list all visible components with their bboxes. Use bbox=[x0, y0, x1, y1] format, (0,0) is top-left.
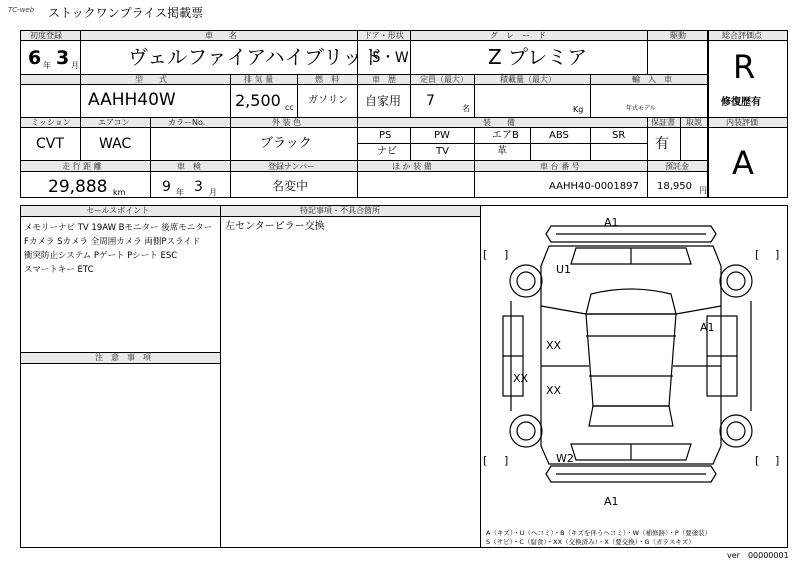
car-name: ヴェルファイアハイブリッド bbox=[128, 45, 383, 69]
equipment-label: 装 備 bbox=[483, 118, 515, 127]
legend-line-2: S（サビ）・C（腐食）・XX（交換済み）・X（要交換）・G（ガラスキズ） bbox=[486, 538, 695, 546]
equip-sr: SR bbox=[612, 130, 626, 141]
paint-label: 外 装 色 bbox=[272, 118, 302, 127]
mark-xx-1: XX bbox=[546, 339, 562, 352]
mark-xx-2: XX bbox=[513, 372, 529, 385]
equip-ps: PS bbox=[379, 130, 392, 141]
inspection-label: 車 検 bbox=[177, 162, 201, 171]
notes-label: 注 意 事 項 bbox=[95, 353, 151, 362]
other-equip-label: ほ か 装 備 bbox=[392, 162, 432, 171]
model-label: 型 式 bbox=[135, 75, 167, 84]
overall-label: 総合評価点 bbox=[722, 31, 762, 40]
bracket-br-open: [ bbox=[755, 454, 760, 467]
page-title: ストックワンプライス掲載票 bbox=[48, 6, 204, 20]
load-unit: Kg bbox=[573, 105, 584, 114]
equip-abs: ABS bbox=[549, 130, 569, 141]
mark-xx-3: XX bbox=[546, 384, 562, 397]
sales-points-label: セールスポイント bbox=[86, 206, 150, 215]
insp-year: 9 bbox=[162, 179, 171, 195]
deposit-label: 預託金 bbox=[665, 162, 689, 171]
paint: ブラック bbox=[260, 136, 312, 151]
displacement: 2,500 bbox=[235, 91, 281, 110]
equip-navi: ナビ bbox=[377, 146, 397, 157]
repair-history: 修復歴有 bbox=[721, 97, 761, 108]
warranty-label: 保証書 bbox=[651, 118, 675, 127]
history-label: 車 歴 bbox=[372, 75, 396, 84]
month-unit: 月 bbox=[71, 61, 79, 70]
insp-month: 3 bbox=[194, 179, 203, 195]
sales-line-4: スマートキー ETC bbox=[24, 265, 94, 275]
yen-unit: 円 bbox=[699, 186, 707, 195]
model: AAHH40W bbox=[88, 90, 176, 110]
mark-right-a1: A1 bbox=[700, 321, 715, 334]
first-reg-label: 初度登録 bbox=[30, 31, 62, 40]
km-unit: km bbox=[113, 188, 126, 197]
capacity-label: 定員（最大） bbox=[420, 75, 468, 84]
interior-label: 内装評価 bbox=[726, 118, 758, 127]
mark-top-a1: A1 bbox=[604, 216, 619, 229]
manual-label: 取説 bbox=[686, 118, 702, 127]
chassis: AAHH40-0001897 bbox=[549, 181, 639, 192]
fuel: ガソリン bbox=[308, 95, 348, 106]
grade: Z プレミア bbox=[488, 45, 588, 69]
year-unit: 年 bbox=[43, 61, 51, 70]
mission-label: ミッション bbox=[31, 118, 71, 127]
car-damage-diagram bbox=[481, 206, 787, 526]
equip-pw: PW bbox=[434, 130, 450, 141]
load-label: 積載量（最大） bbox=[500, 75, 556, 84]
bracket-tr-close: ] bbox=[775, 248, 780, 261]
aircon-label: エアコン bbox=[98, 118, 130, 127]
mileage-label: 走 行 距 離 bbox=[62, 162, 102, 171]
bracket-tr-open: [ bbox=[755, 248, 760, 261]
grade-label: グ レ ー ド bbox=[490, 31, 546, 40]
year-model: 年式モデル bbox=[626, 105, 656, 112]
equip-airbag: エアB bbox=[492, 130, 519, 141]
mark-w2: W2 bbox=[556, 452, 574, 465]
import-label: 輸 入 車 bbox=[632, 75, 672, 84]
bracket-tl-close: ] bbox=[504, 248, 509, 261]
door-form-label: ドア・形状 bbox=[364, 31, 404, 40]
bracket-br-close: ] bbox=[775, 454, 780, 467]
capacity: 7 bbox=[426, 93, 435, 109]
displacement-label: 排 気 量 bbox=[244, 75, 274, 84]
first-reg-year: 6 bbox=[28, 47, 42, 69]
color-no-label: カラーNo. bbox=[168, 118, 206, 127]
interior-score: A bbox=[732, 144, 754, 182]
overall-score: R bbox=[733, 48, 756, 86]
car-name-label: 車 名 bbox=[205, 31, 237, 40]
deposit: 18,950 bbox=[657, 181, 692, 192]
equip-leather: 革 bbox=[497, 146, 507, 157]
insp-year-unit: 年 bbox=[176, 188, 184, 197]
logo: TC-web bbox=[8, 6, 35, 14]
aircon: WAC bbox=[99, 136, 132, 152]
fuel-label: 燃 料 bbox=[315, 75, 339, 84]
insp-month-unit: 月 bbox=[209, 188, 217, 197]
drive-label: 駆動 bbox=[670, 31, 686, 40]
bracket-tl-open: [ bbox=[483, 248, 488, 261]
mark-bottom-a1: A1 bbox=[604, 495, 619, 508]
first-reg-month: 3 bbox=[56, 47, 70, 69]
remarks-label: 特記事項・不具合箇所 bbox=[300, 206, 380, 215]
remarks-text: 左センターピラー交換 bbox=[225, 221, 325, 232]
history: 自家用 bbox=[365, 94, 402, 108]
equip-tv: TV bbox=[436, 146, 449, 157]
sales-line-3: 衝突防止システム Pゲート Pシート ESC bbox=[24, 251, 178, 261]
cc-unit: cc bbox=[285, 103, 294, 112]
mission: CVT bbox=[36, 136, 64, 152]
mark-u1: U1 bbox=[556, 263, 572, 276]
warranty: 有 bbox=[655, 136, 669, 152]
legend-line-1: A（キズ）・U（ヘコミ）・B（キズを伴うヘコミ）・W（補修跡）・P（要塗装） bbox=[486, 529, 712, 537]
sales-line-2: Fカメラ Sカメラ 全周囲カメラ 両側Pスライド bbox=[24, 237, 201, 247]
plate-label: 登録ナンバー bbox=[268, 162, 316, 171]
bracket-bl-open: [ bbox=[483, 454, 488, 467]
mileage: 29,888 bbox=[48, 177, 108, 197]
version: ver 00000001 bbox=[727, 551, 789, 560]
sales-line-1: メモリーナビ TV 19AW Bモニター 後席モニター bbox=[24, 223, 213, 233]
plate: 名変中 bbox=[272, 179, 309, 193]
capacity-unit: 名 bbox=[462, 104, 470, 113]
bracket-bl-close: ] bbox=[504, 454, 509, 467]
chassis-label: 車 台 番 号 bbox=[540, 162, 580, 171]
door-form: 5・W bbox=[372, 50, 409, 66]
